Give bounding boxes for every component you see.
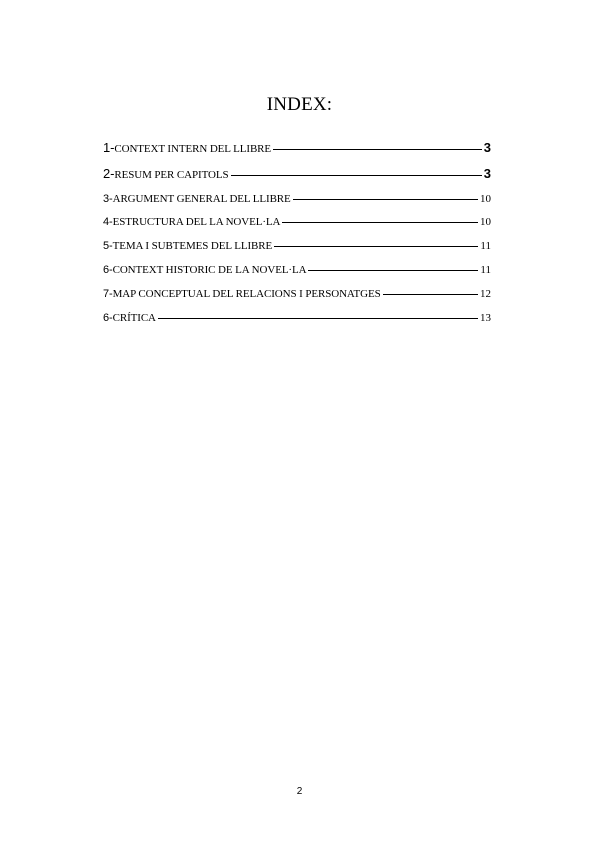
toc-page-number: 3 bbox=[483, 140, 491, 155]
toc-page-number: 12 bbox=[480, 288, 491, 300]
toc-leader-line bbox=[274, 246, 478, 247]
toc-entry-label: 1-CONTEXT INTERN DEL LLIBRE bbox=[103, 140, 272, 155]
toc-page-number: 10 bbox=[480, 193, 491, 205]
toc-entry[interactable] bbox=[103, 193, 491, 205]
toc-leader-line bbox=[231, 175, 482, 176]
toc-entry[interactable] bbox=[103, 264, 491, 276]
toc-entry[interactable] bbox=[103, 240, 491, 252]
toc-entry-label: 6-CONTEXT HISTORIC DE LA NOVEL·LA bbox=[103, 264, 307, 276]
toc-page-number: 10 bbox=[480, 216, 491, 228]
toc-entry[interactable] bbox=[103, 312, 491, 324]
toc-entry[interactable] bbox=[103, 216, 491, 228]
toc-page-number: 13 bbox=[480, 312, 491, 324]
toc-leader-line bbox=[293, 199, 478, 200]
toc-page-number: 3 bbox=[483, 166, 491, 181]
page-number: 2 bbox=[296, 786, 303, 797]
toc-entry-label: 5-TEMA I SUBTEMES DEL LLIBRE bbox=[103, 240, 273, 252]
index-title: INDEX: bbox=[266, 94, 333, 115]
toc-leader-line bbox=[383, 294, 478, 295]
toc-leader-line bbox=[308, 270, 478, 271]
toc-page-number: 11 bbox=[480, 264, 491, 276]
toc-entry-label: 2-RESUM PER CAPITOLS bbox=[103, 166, 229, 181]
toc-entry-label: 3-ARGUMENT GENERAL DEL LLIBRE bbox=[103, 193, 291, 205]
toc-entry-label: 4-ESTRUCTURA DEL LA NOVEL·LA bbox=[103, 216, 281, 228]
toc-entry[interactable] bbox=[103, 166, 491, 181]
toc-entry[interactable] bbox=[103, 140, 491, 155]
toc-entry-label: 6-CRÍTICA bbox=[103, 312, 156, 324]
toc-leader-line bbox=[158, 318, 478, 319]
toc-leader-line bbox=[282, 222, 478, 223]
toc-page-number: 11 bbox=[480, 240, 491, 252]
toc-leader-line bbox=[273, 149, 482, 150]
toc-entry-label: 7-MAP CONCEPTUAL DEL RELACIONS I PERSONATGES bbox=[103, 288, 381, 300]
toc-entry[interactable] bbox=[103, 288, 491, 300]
